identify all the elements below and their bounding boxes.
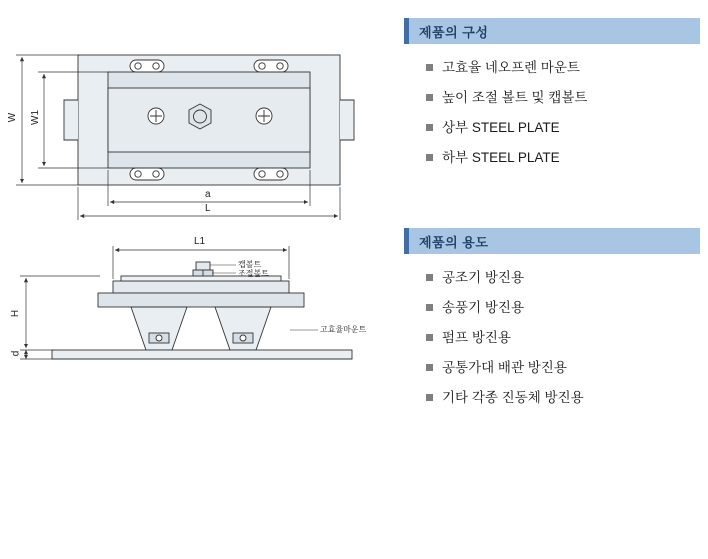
list-item bbox=[426, 328, 700, 347]
callout-mount: 고효율마운트 bbox=[320, 325, 367, 334]
list-item-label: 펌프 방진용 bbox=[442, 330, 511, 345]
dim-label-a: a bbox=[205, 189, 211, 200]
list-item-label: 높이 조절 볼트 및 캡볼트 bbox=[442, 90, 588, 105]
list-item bbox=[426, 358, 700, 377]
square-bullet-icon bbox=[426, 154, 433, 161]
panel-usage-header bbox=[404, 228, 700, 254]
top-view-group bbox=[64, 55, 354, 185]
list-item bbox=[426, 88, 700, 107]
side-view-group bbox=[52, 262, 352, 359]
panel-usage bbox=[404, 228, 700, 418]
list-item-label: 고효율 네오프렌 마운트 bbox=[442, 60, 580, 75]
square-bullet-icon bbox=[426, 304, 433, 311]
panel-composition-header bbox=[404, 18, 700, 44]
list-item bbox=[426, 298, 700, 317]
list-item-label: 하부 STEEL PLATE bbox=[442, 150, 560, 165]
list-item bbox=[426, 118, 700, 137]
square-bullet-icon bbox=[426, 274, 433, 281]
panel-usage-list bbox=[404, 254, 700, 407]
dim-label-l: L bbox=[205, 203, 211, 214]
list-item-label: 공조기 방진용 bbox=[442, 270, 524, 285]
panel-usage-title: 제품의 용도 bbox=[419, 234, 489, 250]
list-item bbox=[426, 148, 700, 167]
dim-label-w1: W1 bbox=[30, 110, 41, 125]
panel-composition-title: 제품의 구성 bbox=[419, 24, 489, 40]
callout-adjust-bolt: 조절볼트 bbox=[238, 269, 269, 278]
list-item bbox=[426, 58, 700, 77]
square-bullet-icon bbox=[426, 64, 433, 71]
square-bullet-icon bbox=[426, 94, 433, 101]
list-item-label: 상부 STEEL PLATE bbox=[442, 120, 560, 135]
panel-composition bbox=[404, 18, 700, 178]
list-item-label: 송풍기 방진용 bbox=[442, 300, 524, 315]
list-item bbox=[426, 268, 700, 287]
callout-cap-bolt: 캡볼트 bbox=[238, 260, 262, 269]
square-bullet-icon bbox=[426, 124, 433, 131]
list-item-label: 기타 각종 진동체 방진용 bbox=[442, 390, 584, 405]
dim-label-w: W bbox=[7, 112, 19, 123]
dim-label-d: d bbox=[10, 350, 22, 357]
square-bullet-icon bbox=[426, 364, 433, 371]
square-bullet-icon bbox=[426, 394, 433, 401]
dim-label-l1: L1 bbox=[194, 236, 206, 247]
panel-composition-list bbox=[404, 44, 700, 167]
dim-label-h: H bbox=[10, 309, 22, 318]
square-bullet-icon bbox=[426, 334, 433, 341]
list-item bbox=[426, 388, 700, 407]
list-item-label: 공통가대 배관 방진용 bbox=[442, 360, 567, 375]
